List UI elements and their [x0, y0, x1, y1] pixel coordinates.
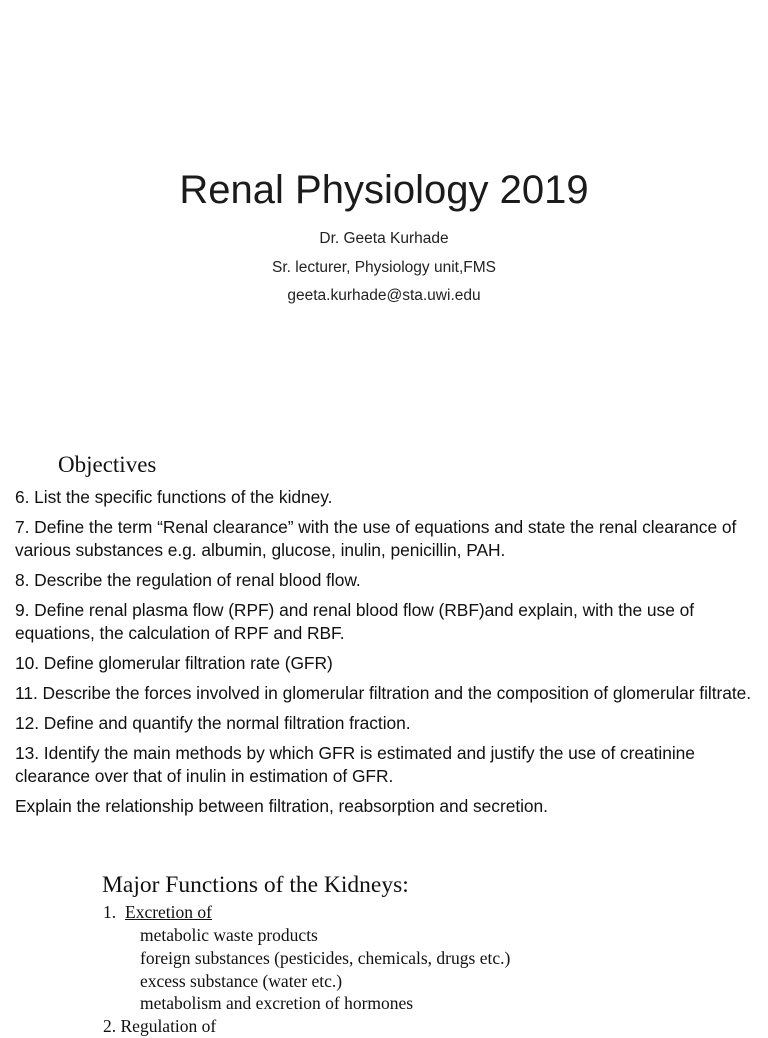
objective-item: 8. Describe the regulation of renal blood flow.: [15, 570, 361, 590]
title-slide: [0, 0, 768, 430]
objectives-list: [15, 486, 755, 825]
function-item-partial: 2. Regulation of: [103, 1016, 217, 1036]
objective-item: Explain the relationship between filtration, reabsorption and secretion.: [15, 796, 548, 816]
objective-item: 12. Define and quantify the normal filtration fraction.: [15, 713, 411, 733]
objective-item: 11. Describe the forces involved in glomerular filtration and the composition of glomerular filtrate.: [15, 683, 752, 703]
function-label: Excretion of: [125, 902, 212, 922]
function-subitem: metabolism and excretion of hormones: [140, 993, 414, 1013]
functions-heading: Major Functions of the Kidneys:: [102, 872, 409, 898]
objective-item: 9. Define renal plasma flow (RPF) and renal blood flow (RBF)and explain, with the use of equations, the calculation of RPF and RBF.: [15, 600, 694, 643]
objective-item: 7. Define the term “Renal clearance” with the use of equations and state the renal clearance of various substances e.g. albumin, glucose, inulin, penicillin, PAH.: [15, 517, 737, 560]
kidney-functions-slide: [0, 866, 768, 1036]
objective-item: 6. List the specific functions of the kidney.: [15, 487, 333, 507]
author-name: Dr. Geeta Kurhade: [319, 230, 449, 247]
objective-item: 13. Identify the main methods by which GFR is estimated and justify the use of creatinine clearance over that of inulin in estimation of GFR.: [15, 743, 695, 786]
function-subitem: foreign substances (pesticides, chemicals, drugs etc.): [140, 948, 511, 968]
function-subitem: excess substance (water etc.): [140, 971, 343, 991]
function-number: 1.: [103, 902, 117, 922]
objectives-heading: Objectives: [58, 452, 157, 477]
author-position: Sr. lecturer, Physiology unit,FMS: [272, 259, 496, 276]
objective-item: 10. Define glomerular filtration rate (GFR): [15, 653, 333, 673]
author-email: geeta.kurhade@sta.uwi.edu: [287, 287, 481, 304]
function-subitem: metabolic waste products: [140, 925, 318, 945]
slide-title: Renal Physiology 2019: [179, 168, 589, 212]
